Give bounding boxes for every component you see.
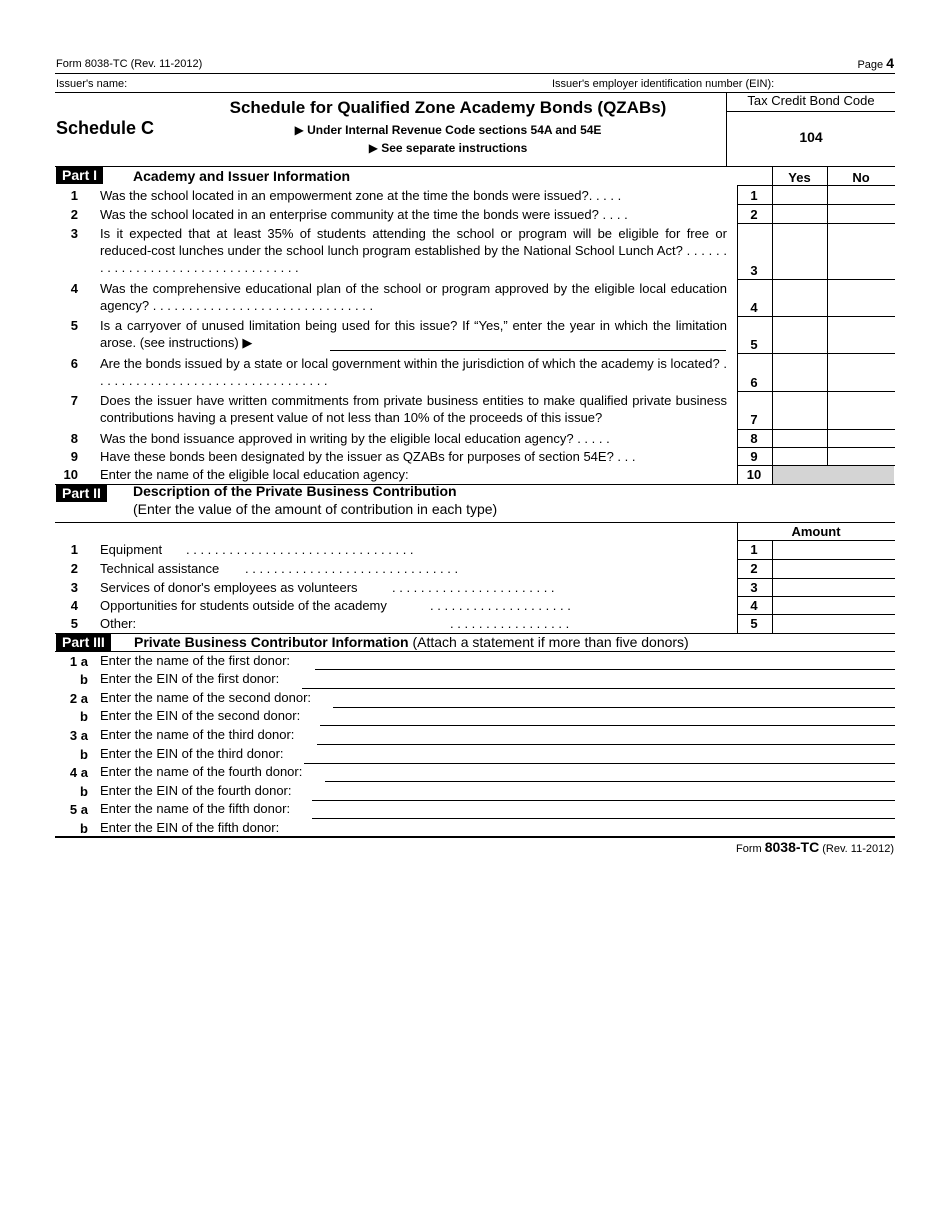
q10-text: Enter the name of the eligible local education agency: <box>100 467 409 482</box>
second-donor-name-field[interactable] <box>333 689 895 708</box>
q5-no-box[interactable] <box>828 317 895 353</box>
tax-credit-bond-code-label: Tax Credit Bond Code <box>747 93 875 108</box>
p2-item3-text: Services of donor's employees as volunteers <box>100 580 358 595</box>
p2-item3-dots: . . . . . . . . . . . . . . . . . . . . . . . <box>392 580 555 595</box>
q4-text: Was the comprehensive educational plan of the school or program approved by the eligible local education agency? . . . . . . . . . . . . . . . . . . . . . . . . . . . . . . . <box>100 281 727 313</box>
part2-col-amount: Amount <box>791 524 841 539</box>
p2-item5-line: 5 <box>750 616 758 631</box>
p2-item3-amount-field[interactable] <box>773 579 895 596</box>
q9-text: Have these bonds been designated by the issuer as QZABs for purposes of section 54E? . . . <box>100 449 636 464</box>
q9-line: 9 <box>750 449 758 464</box>
q9-yes-box[interactable] <box>773 448 827 465</box>
page-number: 4 <box>886 55 894 71</box>
fifth-donor-name-field[interactable] <box>312 800 895 819</box>
q4-line: 4 <box>750 300 758 315</box>
p2-item1-dots: . . . . . . . . . . . . . . . . . . . . . . . . . . . . . . . . <box>186 542 414 557</box>
p3-5b-number: b <box>80 821 88 836</box>
p2-item3-line: 3 <box>750 580 758 595</box>
q8-line: 8 <box>750 431 758 446</box>
issuer-ein-field[interactable] <box>770 77 894 91</box>
q10-number: 10 <box>63 467 78 482</box>
p2-item2-text: Technical assistance <box>100 561 220 576</box>
p3-3b-number: b <box>80 747 88 762</box>
q2-text: Was the school located in an enterprise community at the time the bonds were issued? . . . . <box>100 207 628 222</box>
p3-2a-number: 2 a <box>69 691 88 706</box>
second-donor-ein-field[interactable] <box>320 707 895 726</box>
q5-number: 5 <box>70 318 78 333</box>
p3-4a-text: Enter the name of the fourth donor: <box>100 764 303 779</box>
p3-1b-number: b <box>80 672 88 687</box>
q2-number: 2 <box>70 207 78 222</box>
p3-1b-text: Enter the EIN of the first donor: <box>100 671 280 686</box>
part3-title-bold: Private Business Contributor Information <box>134 634 409 650</box>
q1-no-box[interactable] <box>828 186 895 204</box>
p2-item4-line: 4 <box>750 598 758 613</box>
p2-item2-amount-field[interactable] <box>773 560 895 578</box>
q5-yes-box[interactable] <box>773 317 827 353</box>
q6-line: 6 <box>750 375 758 390</box>
p3-4b-text: Enter the EIN of the fourth donor: <box>100 783 292 798</box>
part1-col-no: No <box>852 170 870 185</box>
p3-5a-text: Enter the name of the fifth donor: <box>100 801 291 816</box>
q8-yes-box[interactable] <box>773 430 827 447</box>
q6-no-box[interactable] <box>828 354 895 391</box>
q6-text: Are the bonds issued by a state or local government within the jurisdiction of which the academy is located? . . . . . . . . . . . . . . . . . . . . . . . . . . . . . . . . . <box>100 356 727 388</box>
q7-line: 7 <box>750 412 758 427</box>
ein-label: Issuer's employer identification number (EIN): <box>552 78 775 90</box>
footer-form-id <box>736 839 894 855</box>
schedule-label: Schedule C <box>56 118 155 138</box>
p2-item2-line: 2 <box>750 561 758 576</box>
part3-title-rest: (Attach a statement if more than five donors) <box>408 634 689 650</box>
part3-label: Part III <box>56 634 111 651</box>
third-donor-name-field[interactable] <box>317 726 895 745</box>
p3-5b-text: Enter the EIN of the fifth donor: <box>100 820 280 835</box>
p3-3b-text: Enter the EIN of the third donor: <box>100 746 284 761</box>
p2-item5-number: 5 <box>70 616 78 631</box>
part3-title <box>134 634 689 650</box>
issuer-name-field[interactable] <box>130 77 540 91</box>
p2-item4-amount-field[interactable] <box>773 597 895 614</box>
footer-form-name: 8038-TC <box>764 839 820 855</box>
q2-line: 2 <box>750 207 758 222</box>
fourth-donor-ein-field[interactable] <box>312 782 895 801</box>
p2-item5-text: Other: <box>100 616 137 631</box>
q5-line: 5 <box>750 337 758 352</box>
p2-item5-dots: . . . . . . . . . . . . . . . . . <box>450 616 570 631</box>
q2-yes-box[interactable] <box>773 205 827 223</box>
q4-no-box[interactable] <box>828 280 895 316</box>
page-indicator <box>857 55 894 71</box>
q5-year-field[interactable] <box>330 335 726 350</box>
p3-2a-text: Enter the name of the second donor: <box>100 690 312 705</box>
part2-title: Description of the Private Business Contribution <box>133 483 457 499</box>
q8-no-box[interactable] <box>828 430 895 447</box>
q4-number: 4 <box>70 281 78 296</box>
q7-text: Does the issuer have written commitments from private business entities to make qualified private business contributions having a present value of not less than 10% of the proceeds of this issue? <box>100 393 727 425</box>
page-label: Page <box>857 59 884 71</box>
part2-subtitle: (Enter the value of the amount of contribution in each type) <box>133 501 498 517</box>
q7-yes-box[interactable] <box>773 392 827 429</box>
issuer-name-label: Issuer's name: <box>56 78 128 90</box>
footer-form-prefix: Form <box>735 843 762 855</box>
p2-item5-other-field[interactable] <box>145 615 440 632</box>
q3-no-box[interactable] <box>828 224 895 279</box>
p2-item4-dots: . . . . . . . . . . . . . . . . . . . . <box>430 598 571 613</box>
p2-item1-line: 1 <box>750 542 758 557</box>
q1-text: Was the school located in an empowerment zone at the time the bonds were issued?. . . . . <box>100 188 622 203</box>
footer-rev: (Rev. 11-2012) <box>822 843 894 855</box>
q1-number: 1 <box>70 188 78 203</box>
p3-4b-number: b <box>80 784 88 799</box>
q1-line: 1 <box>750 188 758 203</box>
p3-4a-number: 4 a <box>69 765 88 780</box>
q4-yes-box[interactable] <box>773 280 827 316</box>
first-donor-name-field[interactable] <box>315 652 895 670</box>
part1-col-yes: Yes <box>788 170 811 185</box>
p3-5a-number: 5 a <box>69 802 88 817</box>
q1-yes-box[interactable] <box>773 186 827 204</box>
p3-1a-text: Enter the name of the first donor: <box>100 653 291 668</box>
form-id: Form 8038-TC (Rev. 11-2012) <box>56 58 203 70</box>
p2-item3-number: 3 <box>70 580 78 595</box>
q3-number: 3 <box>70 226 78 241</box>
part2-label: Part II <box>56 485 107 502</box>
q10-line: 10 <box>746 467 762 482</box>
q3-text: Is it expected that at least 35% of students attending the school or program will be eligible for free or reduced-cost lunches under the school lunch program established by the National School Lunch Act? . . . . . . . . . . . . . . . . . . . . . . . . . . . . . . . . . . <box>100 226 727 275</box>
q6-yes-box[interactable] <box>773 354 827 391</box>
first-donor-ein-field[interactable] <box>302 670 895 689</box>
q2-no-box[interactable] <box>828 205 895 223</box>
q9-number: 9 <box>70 449 78 464</box>
q8-number: 8 <box>70 431 78 446</box>
q3-line: 3 <box>750 263 758 278</box>
q5-text: Is a carryover of unused limitation being used for this issue? If “Yes,” enter the year in which the limitation arose. (see instructions) ▶ <box>100 318 727 350</box>
part1-label: Part I <box>56 167 103 184</box>
schedule-subtitle-instructions: ▶ See separate instructions <box>368 141 528 155</box>
q10-agency-field[interactable] <box>440 466 730 483</box>
p3-2b-text: Enter the EIN of the second donor: <box>100 708 301 723</box>
p2-item1-number: 1 <box>70 542 78 557</box>
q3-yes-box[interactable] <box>773 224 827 279</box>
part1-title: Academy and Issuer Information <box>133 168 351 184</box>
p3-1a-number: 1 a <box>69 654 88 669</box>
q8-text: Was the bond issuance approved in writing by the eligible local education agency? . . . . . <box>100 431 610 446</box>
p2-item1-text: Equipment <box>100 542 163 557</box>
tax-credit-bond-code-value: 104 <box>799 129 823 145</box>
p3-2b-number: b <box>80 709 88 724</box>
fourth-donor-name-field[interactable] <box>325 763 895 782</box>
q6-number: 6 <box>70 356 78 371</box>
q9-no-box[interactable] <box>828 448 895 465</box>
schedule-subtitle-code-sections: ▶ Under Internal Revenue Code sections 54A and 54E <box>294 123 602 137</box>
p2-item2-dots: . . . . . . . . . . . . . . . . . . . . . . . . . . . . . . <box>245 561 459 576</box>
p2-item2-number: 2 <box>70 561 78 576</box>
q7-no-box[interactable] <box>828 392 895 429</box>
third-donor-ein-field[interactable] <box>304 745 895 764</box>
p3-3a-number: 3 a <box>69 728 88 743</box>
p2-item4-number: 4 <box>70 598 78 613</box>
q10-shaded-area <box>773 466 894 484</box>
q7-number: 7 <box>70 393 78 408</box>
p2-item5-amount-field[interactable] <box>773 615 895 633</box>
p2-item1-amount-field[interactable] <box>773 541 895 559</box>
p2-item4-text: Opportunities for students outside of the academy <box>100 598 387 613</box>
fifth-donor-ein-field[interactable] <box>300 819 895 836</box>
schedule-title: Schedule for Qualified Zone Academy Bonds (QZABs) <box>229 98 667 117</box>
p3-3a-text: Enter the name of the third donor: <box>100 727 295 742</box>
